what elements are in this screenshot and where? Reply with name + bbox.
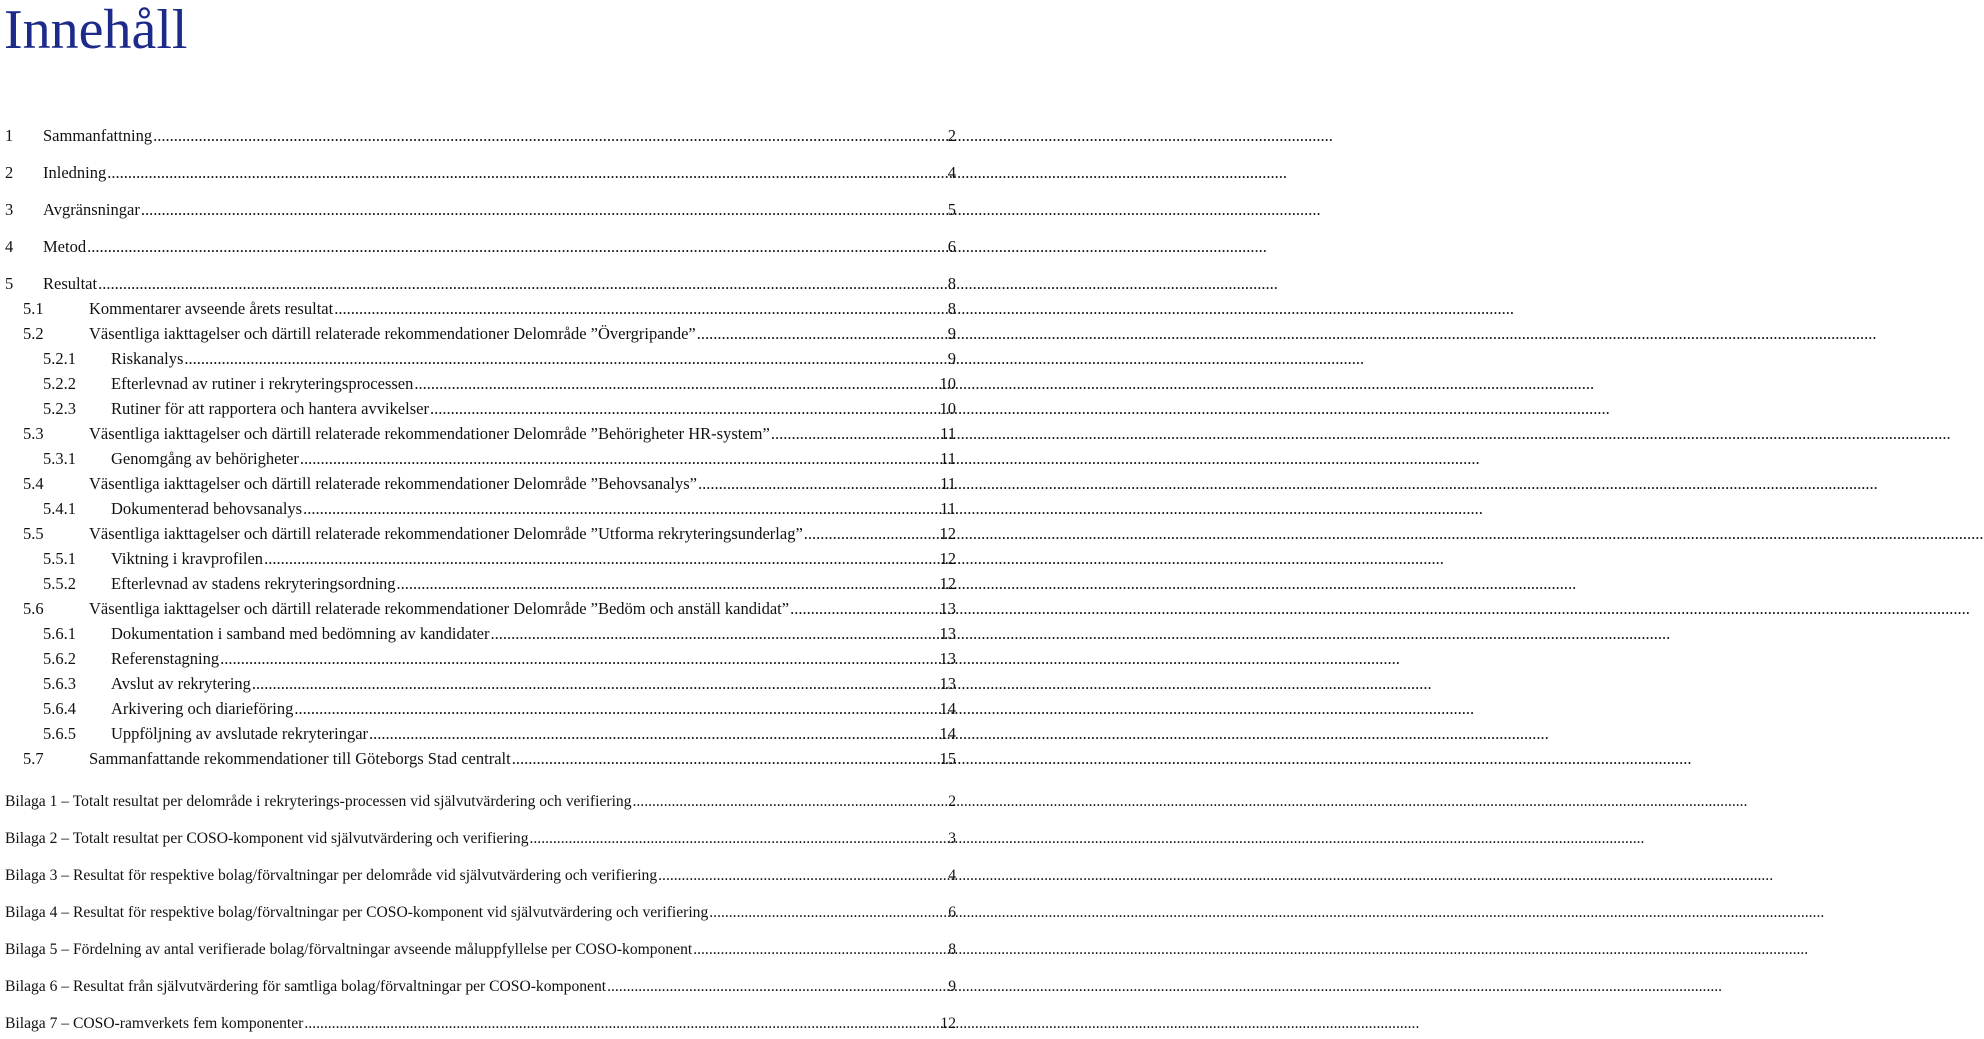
appendix-entry[interactable] bbox=[0, 977, 960, 997]
toc-entry-page-number: 13 bbox=[939, 624, 956, 643]
toc-entry-number: 5.6.1 bbox=[43, 624, 76, 643]
toc-entry-label: Avgränsningar bbox=[43, 200, 140, 219]
appendix-entry[interactable] bbox=[0, 903, 960, 923]
toc-entry-number: 5 bbox=[5, 274, 14, 293]
toc-entry-page-number: 13 bbox=[939, 674, 956, 693]
toc-entry-page-number: 14 bbox=[939, 699, 956, 718]
toc-entry[interactable] bbox=[0, 349, 960, 369]
toc-entry-page-number: 2 bbox=[947, 126, 956, 145]
dot-leader bbox=[252, 674, 939, 694]
toc-entry-number: 3 bbox=[5, 200, 14, 219]
toc-entry-label: Referenstagning bbox=[111, 649, 220, 668]
dot-leader bbox=[697, 324, 947, 344]
toc-entry-label: Kommentarer avseende årets resultat bbox=[89, 299, 334, 318]
toc-entry-label: Inledning bbox=[43, 163, 107, 182]
toc-entry-number: 5.4 bbox=[23, 474, 44, 493]
dot-leader bbox=[87, 237, 947, 257]
toc-entry-number: 5.6 bbox=[23, 599, 44, 618]
toc-entry[interactable] bbox=[0, 449, 960, 469]
toc-entry-page-number: 8 bbox=[947, 274, 956, 293]
toc-entry-label: Viktning i kravprofilen bbox=[111, 549, 264, 568]
appendix-entry-label: Bilaga 4 – Resultat för respektive bolag/förvaltningar per COSO-komponent vid självutvärdering och verifiering bbox=[5, 904, 709, 921]
dot-leader bbox=[491, 624, 939, 644]
appendix-entry[interactable] bbox=[0, 940, 960, 960]
toc-entry-label: Efterlevnad av stadens rekryteringsordning bbox=[111, 574, 396, 593]
toc-entry[interactable] bbox=[0, 749, 960, 769]
dot-leader bbox=[153, 126, 947, 146]
toc-entry-label: Sammanfattande rekommendationer till Göteborgs Stad centralt bbox=[89, 749, 511, 768]
toc-entry[interactable] bbox=[0, 424, 960, 444]
toc-entry-number: 5.3.1 bbox=[43, 449, 76, 468]
toc-entry-page-number: 9 bbox=[947, 349, 956, 368]
toc-entry-page-number: 8 bbox=[947, 299, 956, 318]
appendix-entry-label: Bilaga 5 – Fördelning av antal verifierade bolag/förvaltningar avseende måluppfyllelse per COSO-komponent bbox=[5, 941, 693, 958]
toc-entry-label: Arkivering och diarieföring bbox=[111, 699, 294, 718]
toc-entry-number: 5.4.1 bbox=[43, 499, 76, 518]
dot-leader bbox=[698, 474, 939, 494]
toc-entry-label: Dokumentation i samband med bedömning av kandidater bbox=[111, 624, 490, 643]
toc-entry-page-number: 6 bbox=[947, 237, 956, 256]
appendix-entry-page-number: 12 bbox=[940, 1015, 956, 1032]
appendix-entry-label: Bilaga 1 – Totalt resultat per delområde i rekryterings-processen vid självutvärdering och verifiering bbox=[5, 793, 632, 810]
toc-entry-label: Väsentliga iakttagelser och därtill relaterade rekommendationer Delområde ”Behörigheter HR-system” bbox=[89, 424, 770, 443]
appendix-entry-label: Bilaga 2 – Totalt resultat per COSO-komponent vid självutvärdering och verifiering bbox=[5, 830, 529, 847]
dot-leader bbox=[658, 866, 947, 886]
appendix-entry[interactable] bbox=[0, 792, 960, 812]
toc-entry-label: Efterlevnad av rutiner i rekryteringsprocessen bbox=[111, 374, 414, 393]
dot-leader bbox=[141, 200, 947, 220]
dot-leader bbox=[184, 349, 946, 369]
toc-entry[interactable] bbox=[0, 524, 960, 544]
dot-leader bbox=[790, 599, 938, 619]
toc-entry-page-number: 5 bbox=[947, 200, 956, 219]
appendix-entry-page-number: 6 bbox=[948, 904, 956, 921]
toc-entry[interactable] bbox=[0, 274, 960, 294]
dot-leader bbox=[369, 724, 938, 744]
toc-entry[interactable] bbox=[0, 237, 960, 257]
toc-entry-number: 5.3 bbox=[23, 424, 44, 443]
toc-entry[interactable] bbox=[0, 374, 960, 394]
toc-entry[interactable] bbox=[0, 474, 960, 494]
toc-entry[interactable] bbox=[0, 549, 960, 569]
toc-entry-number: 5.5.1 bbox=[43, 549, 76, 568]
toc-entry-page-number: 13 bbox=[939, 599, 956, 618]
appendix-entry-page-number: 4 bbox=[948, 867, 956, 884]
toc-entry-label: Dokumenterad behovsanalys bbox=[111, 499, 303, 518]
toc-entry-number: 5.6.4 bbox=[43, 699, 76, 718]
toc-entry[interactable] bbox=[0, 699, 960, 719]
toc-entry-number: 5.6.2 bbox=[43, 649, 76, 668]
dot-leader bbox=[414, 374, 938, 394]
toc-entry-label: Uppföljning av avslutade rekryteringar bbox=[111, 724, 369, 743]
page-title: Innehåll bbox=[4, 0, 188, 61]
toc-entry-number: 5.2.1 bbox=[43, 349, 76, 368]
appendix-entry-page-number: 8 bbox=[948, 941, 956, 958]
toc-entry-page-number: 4 bbox=[947, 163, 956, 182]
toc-entry-number: 5.6.5 bbox=[43, 724, 76, 743]
toc-entry[interactable] bbox=[0, 399, 960, 419]
dot-leader bbox=[530, 829, 948, 849]
toc-entry-number: 5.7 bbox=[23, 749, 44, 768]
toc-entry[interactable] bbox=[0, 724, 960, 744]
toc-entry-number: 5.2.2 bbox=[43, 374, 76, 393]
dot-leader bbox=[512, 749, 939, 769]
appendix-entry-page-number: 3 bbox=[948, 830, 956, 847]
dot-leader bbox=[107, 163, 947, 183]
dot-leader bbox=[397, 574, 939, 594]
toc-entry-label: Väsentliga iakttagelser och därtill relaterade rekommendationer Delområde ”Behovsanalys” bbox=[89, 474, 697, 493]
toc-entry-label: Riskanalys bbox=[111, 349, 184, 368]
table-of-contents bbox=[0, 0, 960, 1039]
dot-leader bbox=[303, 499, 939, 519]
toc-entry-label: Metod bbox=[43, 237, 87, 256]
toc-entry-number: 1 bbox=[5, 126, 14, 145]
toc-entry-page-number: 12 bbox=[939, 549, 956, 568]
toc-entry-number: 5.2.3 bbox=[43, 399, 76, 418]
toc-entry-number: 5.5 bbox=[23, 524, 44, 543]
toc-entry[interactable] bbox=[0, 163, 960, 183]
toc-entry-label: Resultat bbox=[43, 274, 98, 293]
toc-entry-page-number: 9 bbox=[947, 324, 956, 343]
appendix-entry[interactable] bbox=[0, 1014, 960, 1034]
toc-entry-number: 5.1 bbox=[23, 299, 44, 318]
toc-entry-page-number: 12 bbox=[939, 524, 956, 543]
toc-entry-label: Väsentliga iakttagelser och därtill relaterade rekommendationer Delområde ”Bedöm och anställ kandidat” bbox=[89, 599, 790, 618]
toc-entry-page-number: 12 bbox=[939, 574, 956, 593]
toc-entry-label: Sammanfattning bbox=[43, 126, 153, 145]
dot-leader bbox=[430, 399, 939, 419]
dot-leader bbox=[300, 449, 939, 469]
dot-leader bbox=[264, 549, 938, 569]
toc-entry[interactable] bbox=[0, 624, 960, 644]
toc-entry[interactable] bbox=[0, 599, 960, 619]
toc-entry[interactable] bbox=[0, 649, 960, 669]
dot-leader bbox=[804, 524, 939, 544]
toc-entry[interactable] bbox=[0, 126, 960, 146]
toc-entry-number: 5.5.2 bbox=[43, 574, 76, 593]
appendix-entry[interactable] bbox=[0, 829, 960, 849]
toc-entry[interactable] bbox=[0, 200, 960, 220]
appendix-entry-page-number: 9 bbox=[948, 978, 956, 995]
dot-leader bbox=[709, 903, 947, 923]
toc-entry-number: 5.6.3 bbox=[43, 674, 76, 693]
dot-leader bbox=[334, 299, 947, 319]
toc-entry[interactable] bbox=[0, 299, 960, 319]
toc-entry-label: Genomgång av behörigheter bbox=[111, 449, 299, 468]
toc-entry[interactable] bbox=[0, 324, 960, 344]
toc-entry-page-number: 15 bbox=[939, 749, 956, 768]
toc-entry-label: Väsentliga iakttagelser och därtill relaterade rekommendationer Delområde ”Övergripande” bbox=[89, 324, 696, 343]
toc-entry-page-number: 13 bbox=[939, 649, 956, 668]
toc-entry-page-number: 11 bbox=[940, 424, 956, 443]
toc-entry[interactable] bbox=[0, 674, 960, 694]
toc-entry-page-number: 10 bbox=[939, 374, 956, 393]
appendix-entry-label: Bilaga 6 – Resultat från självutvärdering för samtliga bolag/förvaltningar per COSO-komponent bbox=[5, 978, 607, 995]
toc-entry-page-number: 11 bbox=[940, 499, 956, 518]
dot-leader bbox=[98, 274, 947, 294]
dot-leader bbox=[693, 940, 947, 960]
toc-entry-number: 4 bbox=[5, 237, 14, 256]
dot-leader bbox=[304, 1014, 939, 1034]
toc-entry-label: Avslut av rekrytering bbox=[111, 674, 251, 693]
toc-entry-number: 5.2 bbox=[23, 324, 44, 343]
appendix-entry-label: Bilaga 3 – Resultat för respektive bolag/förvaltningar per delområde vid självutvärdering och verifiering bbox=[5, 867, 658, 884]
dot-leader bbox=[220, 649, 938, 669]
toc-entry-label: Väsentliga iakttagelser och därtill relaterade rekommendationer Delområde ”Utforma rekryteringsunderlag” bbox=[89, 524, 803, 543]
toc-entry[interactable] bbox=[0, 574, 960, 594]
toc-entry-page-number: 11 bbox=[940, 474, 956, 493]
dot-leader bbox=[294, 699, 938, 719]
toc-entry-page-number: 11 bbox=[940, 449, 956, 468]
toc-entry-page-number: 10 bbox=[939, 399, 956, 418]
toc-entry-label: Rutiner för att rapportera och hantera avvikelser bbox=[111, 399, 429, 418]
appendix-entry[interactable] bbox=[0, 866, 960, 886]
dot-leader bbox=[771, 424, 939, 444]
toc-entry[interactable] bbox=[0, 499, 960, 519]
dot-leader bbox=[633, 792, 948, 812]
dot-leader bbox=[607, 977, 947, 997]
appendix-entry-label: Bilaga 7 – COSO-ramverkets fem komponenter bbox=[5, 1015, 304, 1032]
appendix-entry-page-number: 2 bbox=[948, 793, 956, 810]
toc-entry-page-number: 14 bbox=[939, 724, 956, 743]
toc-entry-number: 2 bbox=[5, 163, 14, 182]
